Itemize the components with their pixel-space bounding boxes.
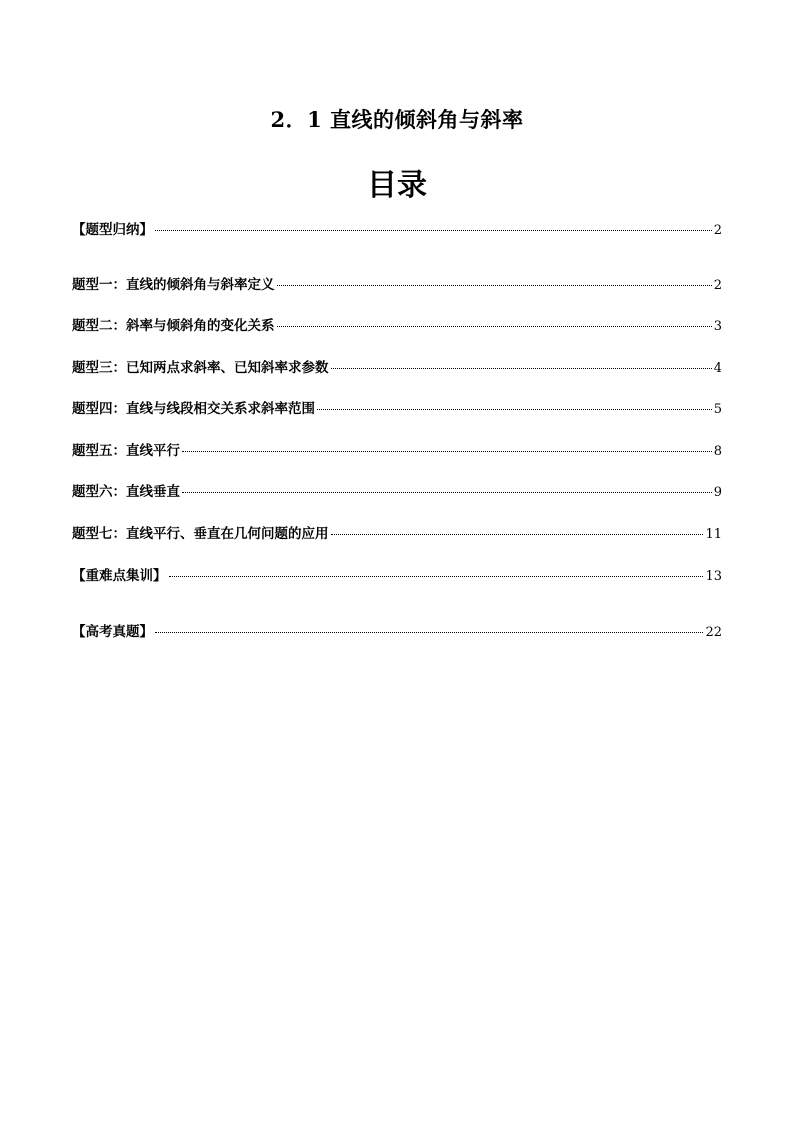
toc-entry-type-5[interactable] <box>72 439 722 457</box>
toc-leader-dots <box>277 326 712 327</box>
toc-entry-label: 【题型归纳】 <box>72 222 153 238</box>
toc-entry-summary[interactable] <box>72 218 722 236</box>
toc-entry-label: 题型二：斜率与倾斜角的变化关系 <box>72 318 275 334</box>
toc-leader-dots <box>331 368 712 369</box>
toc-leader-dots <box>155 632 703 633</box>
toc-entry-page: 8 <box>713 444 722 459</box>
toc-entry-page: 5 <box>713 402 722 417</box>
toc-entry-type-3[interactable] <box>72 356 722 374</box>
toc-entry-page: 2 <box>713 278 722 293</box>
toc-leader-dots <box>182 492 712 493</box>
toc-entry-label: 题型三：已知两点求斜率、已知斜率求参数 <box>72 360 329 376</box>
toc-leader-dots <box>182 451 712 452</box>
toc-entry-type-7[interactable] <box>72 522 722 540</box>
toc-entry-page: 3 <box>713 319 722 334</box>
toc-heading: 目录 <box>367 168 427 203</box>
toc-entry-label: 【高考真题】 <box>72 624 153 640</box>
toc-entry-training[interactable] <box>72 564 722 582</box>
toc-entry-label: 题型七：直线平行、垂直在几何问题的应用 <box>72 526 329 542</box>
toc-entry-page: 13 <box>705 569 722 584</box>
toc-entry-type-6[interactable] <box>72 480 722 498</box>
toc-entry-type-1[interactable] <box>72 273 722 291</box>
toc-entry-page: 4 <box>713 361 722 376</box>
toc-entry-page: 11 <box>705 527 722 542</box>
toc-leader-dots <box>277 285 712 286</box>
toc-leader-dots <box>155 230 712 231</box>
toc-entry-label: 题型六：直线垂直 <box>72 484 180 500</box>
toc-entry-page: 9 <box>713 485 722 500</box>
toc-entry-type-2[interactable] <box>72 314 722 332</box>
toc-leader-dots <box>169 576 704 577</box>
toc-entry-exam[interactable] <box>72 620 722 638</box>
toc-entry-label: 【重难点集训】 <box>72 568 167 584</box>
toc-entry-label: 题型四：直线与线段相交关系求斜率范围 <box>72 401 315 417</box>
toc-entry-label: 题型五：直线平行 <box>72 443 180 459</box>
toc-entry-type-4[interactable] <box>72 397 722 415</box>
toc-entry-label: 题型一：直线的倾斜角与斜率定义 <box>72 277 275 293</box>
document-title: 2．1 直线的倾斜角与斜率 <box>270 107 524 132</box>
toc-entry-page: 22 <box>705 625 722 640</box>
toc-entry-page: 2 <box>713 223 722 238</box>
toc-leader-dots <box>317 409 712 410</box>
toc-leader-dots <box>331 534 704 535</box>
